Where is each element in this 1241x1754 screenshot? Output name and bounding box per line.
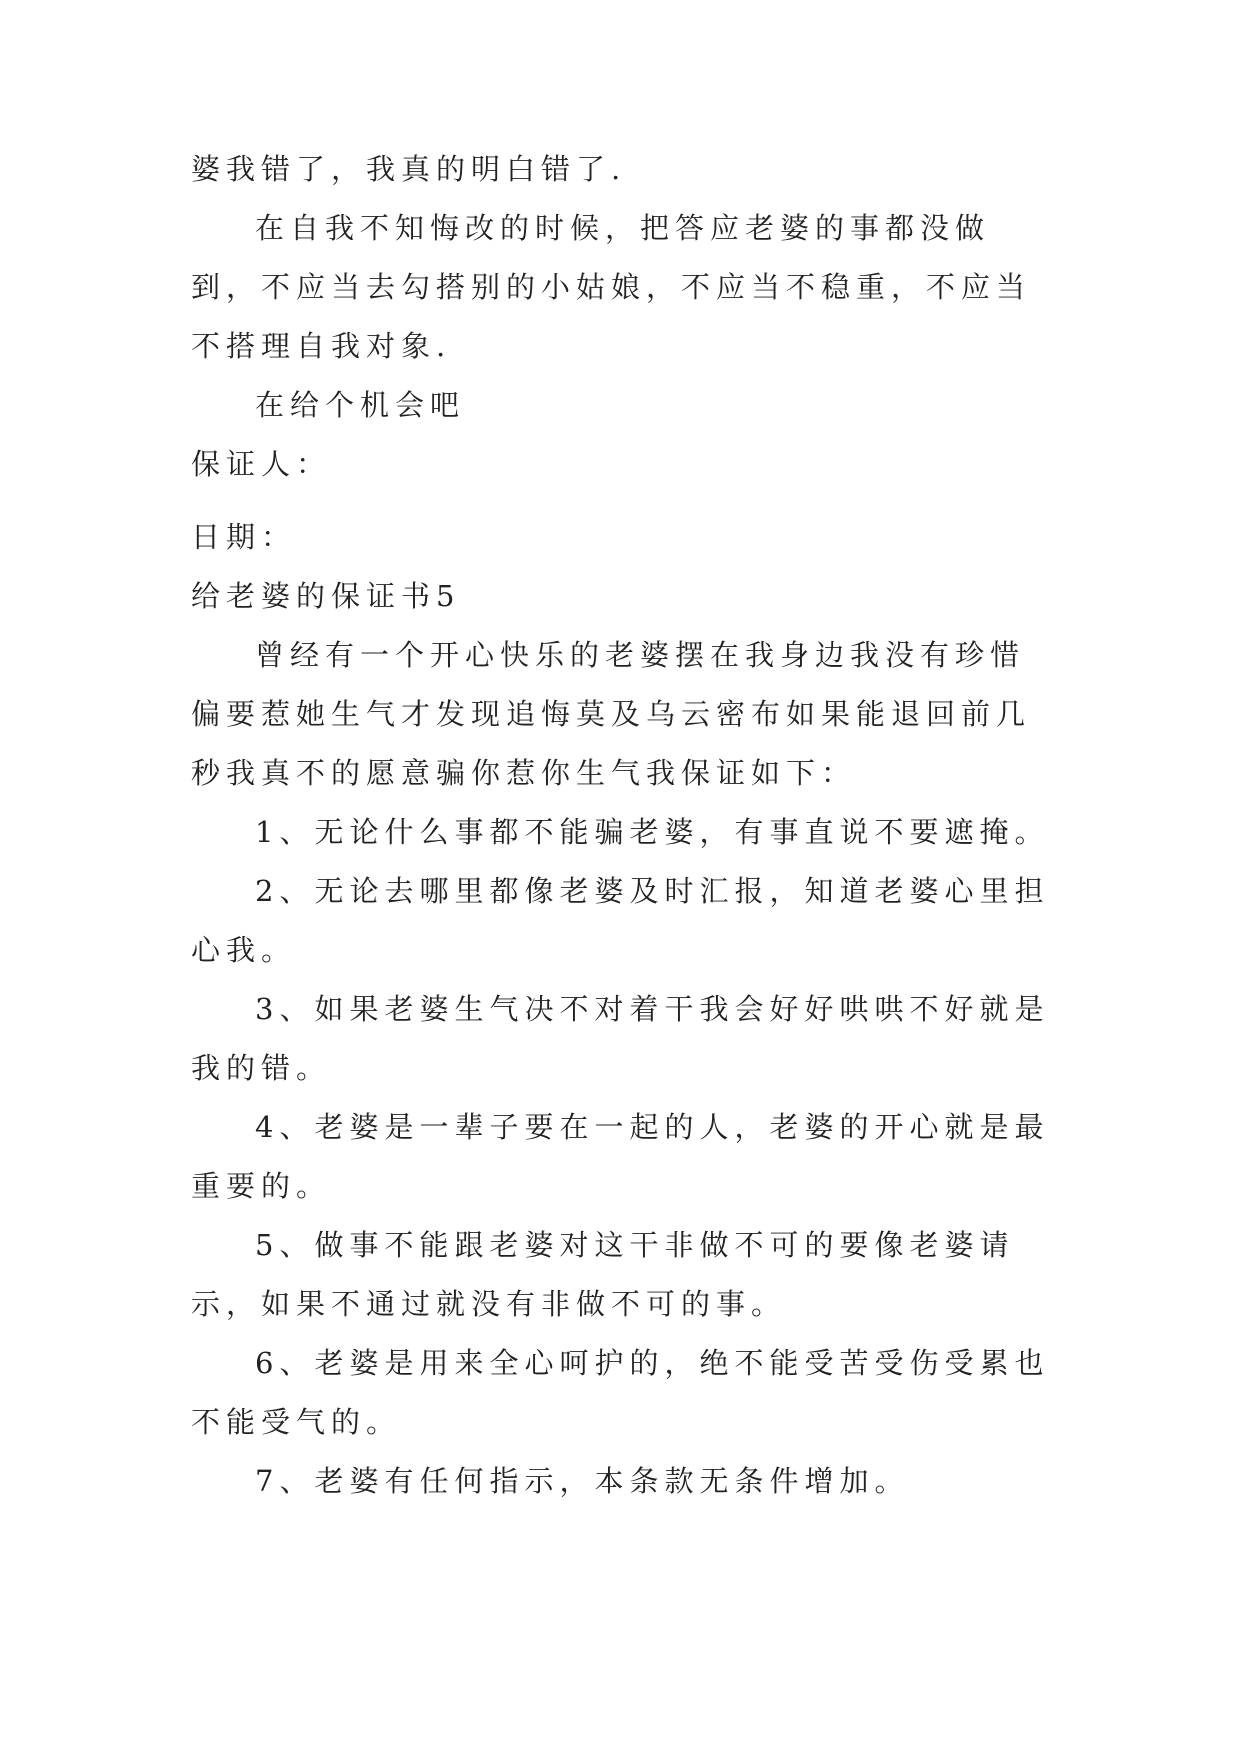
paragraph-regret: 在自我不知悔改的时候，把答应老婆的事都没做到，不应当去勾搭别的小姑娘，不应当不稳重，不应当不搭理自我对象. [191, 211, 1032, 363]
list-item-4: 4、老婆是一辈子要在一起的人，老婆的开心就是最重要的。 [191, 1110, 1050, 1203]
date-label: 日期： [191, 520, 297, 554]
list-item-2: 2、无论去哪里都像老婆及时汇报，知道老婆心里担心我。 [191, 874, 1050, 967]
list-item-5: 5、做事不能跟老婆对这干非做不可的要像老婆请示，如果不通过就没有非做不可的事。 [191, 1228, 1015, 1321]
guarantor-label: 保证人： [191, 447, 332, 481]
list-item-7: 7、老婆有任何指示，本条款无条件增加。 [255, 1464, 910, 1498]
list-item-1: 1、无论什么事都不能骗老婆，有事直说不要遮掩。 [255, 815, 1050, 849]
paragraph-intro: 曾经有一个开心快乐的老婆摆在我身边我没有珍惜偏要惹她生气才发现追悔莫及乌云密布如果能退回前几秒我真不的愿意骗你惹你生气我保证如下： [191, 638, 1032, 790]
section-title: 给老婆的保证书5 [191, 579, 461, 613]
paragraph-chance: 在给个机会吧 [255, 388, 466, 422]
list-item-6: 6、老婆是用来全心呵护的，绝不能受苦受伤受累也不能受气的。 [191, 1346, 1050, 1439]
paragraph-continuation: 婆我错了，我真的明白错了. [191, 152, 627, 186]
text-section-2 [191, 508, 1051, 1511]
text-section-1 [191, 140, 1051, 494]
list-item-3: 3、如果老婆生气决不对着干我会好好哄哄不好就是我的错。 [191, 992, 1050, 1085]
